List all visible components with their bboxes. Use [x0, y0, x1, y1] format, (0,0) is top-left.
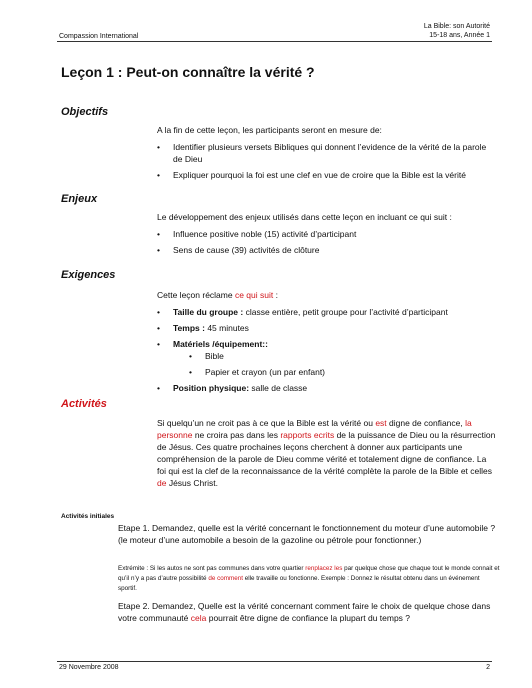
footer-rule	[57, 661, 492, 662]
header-right	[424, 22, 490, 40]
extremite-note: Extrémite : Si les autos ne sont pas communes dans votre quartier renplacez les par quelque chose que chaque tout le monde connait et qu’il n’y a pas d’autre possibilité de comment elle travaille ou fonctionne. Exemple : Donnez le résultat obtenu dans un événement sportif.	[118, 565, 500, 592]
objectifs-heading: Objectifs	[61, 106, 109, 118]
header-doc-title: La Bible: son Autorité	[423, 23, 490, 30]
objectifs-list	[157, 141, 497, 181]
list-item: • Identifier plusieurs versets Bibliques qui donnent l’evidence de la vérité de la parole de Dieu	[157, 141, 497, 165]
objectifs-intro: A la fin de cette leçon, les participants seront en mesure de:	[157, 125, 382, 135]
list-item: • Sens de cause (39) activités de clôture	[157, 244, 497, 256]
list-item: • Bible	[189, 350, 497, 362]
exigences-intro: Cette leçon réclame ce qui suit :	[157, 290, 278, 300]
list-item: • Matériels /équipement:: • Bible • Papier et crayon (un par enfant)	[157, 338, 497, 378]
activites-body	[157, 417, 497, 489]
header-audience: 15-18 ans, Année 1	[429, 32, 490, 39]
exigences-heading: Exigences	[61, 269, 116, 281]
list-item: • Temps : 45 minutes	[157, 322, 497, 334]
enjeux-body	[157, 211, 497, 260]
exigences-body	[157, 289, 497, 398]
exigences-list	[157, 306, 497, 394]
page-number: 2	[486, 664, 490, 671]
enjeux-intro: Le développement des enjeux utilisés dans cette leçon en incluant ce qui suit :	[157, 212, 452, 222]
footer-date: 29 Novembre 2008	[59, 664, 119, 671]
header-org: Compassion International	[59, 33, 139, 40]
activites-heading: Activités	[61, 398, 107, 410]
enjeux-heading: Enjeux	[61, 193, 98, 205]
list-item: • Expliquer pourquoi la foi est une clef en vue de croire que la Bible est la vérité	[157, 169, 497, 181]
header-rule	[57, 41, 492, 42]
initiales-heading: Activités initiales	[61, 513, 115, 520]
materiels-sublist	[189, 350, 497, 378]
etape-1: Etape 1. Demandez, quelle est la vérité concernant le fonctionnement du moteur d’une automobile ? (le moteur d’une automobile a besoin de la gazoline ou pétrole pour fonctionner.)	[118, 523, 496, 545]
list-item: • Taille du groupe : classe entière, petit groupe pour l’activité d’participant	[157, 306, 497, 318]
etape-2: Etape 2. Demandez, Quelle est la vérité concernant comment faire le choix de quelque chose dans votre communauté cela pourrait être digne de confiance la plupart du temps ?	[118, 601, 491, 623]
list-item: • Influence positive noble (15) activité d’participant	[157, 228, 497, 240]
activites-paragraph: Si quelqu’un ne croit pas à ce que la Bible est la vérité ou est digne de confiance, la personne ne croira pas dans les rapports ecrits de la puissance de Dieu ou la résurrection de Jésus. Ces quatre prochaines leçons cherchent à donner aux participants une compréhension de la parole de Dieu comme vérité et totalement digne de confiance. La foi qui est la clef de la reconnaissance de la vérité complète la parole de la Bible et celles de Jésus Christ.	[157, 418, 496, 488]
enjeux-list	[157, 228, 497, 256]
objectifs-body	[157, 124, 497, 185]
list-item: • Position physique: salle de classe	[157, 382, 497, 394]
list-item: • Papier et crayon (un par enfant)	[189, 366, 497, 378]
lesson-title: Leçon 1 : Peut-on connaître la vérité ?	[61, 64, 315, 80]
